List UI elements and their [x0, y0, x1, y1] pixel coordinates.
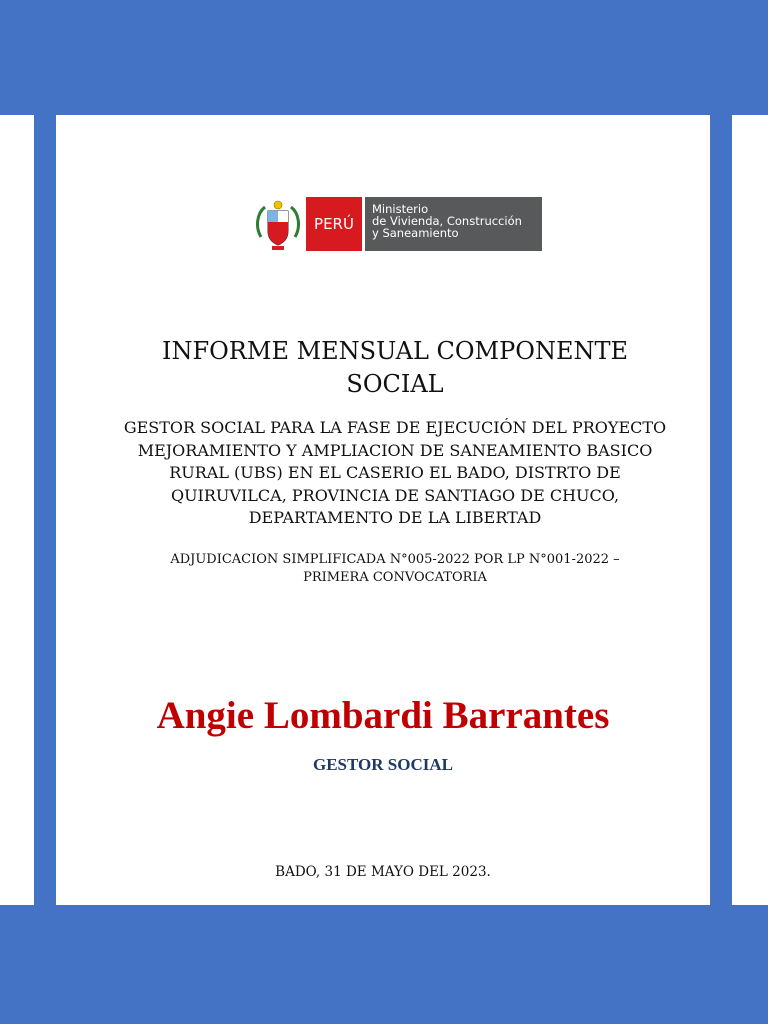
report-date: BADO, 31 DE MAYO DEL 2023.: [275, 864, 491, 880]
adjudication-line: PRIMERA CONVOCATORIA: [303, 570, 487, 585]
adjudication-line: ADJUDICACION SIMPLIFICADA N°005-2022 POR LP N°001-2022 –: [170, 552, 620, 567]
adjudication-reference: [100, 551, 690, 587]
project-description: [100, 417, 690, 530]
logo-ministry-line: de Vivienda, Construcción: [372, 214, 522, 228]
report-title: [100, 335, 690, 401]
project-description-line: MEJORAMIENTO Y AMPLIACION DE SANEAMIENTO BASICO: [137, 440, 653, 460]
logo-ministry-name: [365, 197, 542, 251]
author-name: Angie Lombardi Barrantes: [156, 694, 610, 737]
project-description-line: DEPARTAMENTO DE LA LIBERTAD: [248, 508, 542, 527]
report-title-line: INFORME MENSUAL COMPONENTE: [161, 337, 628, 365]
author-role: GESTOR SOCIAL: [313, 755, 453, 774]
project-description-line: GESTOR SOCIAL PARA LA FASE DE EJECUCIÓN DEL PROYECTO: [123, 418, 667, 437]
left-blue-bar: [34, 115, 56, 905]
logo-ministry-line: Ministerio: [372, 202, 429, 216]
report-title-line: SOCIAL: [346, 370, 444, 398]
logo-ministry-line: y Saneamiento: [372, 226, 459, 240]
project-description-line: QUIRUVILCA, PROVINCIA DE SANTIAGO DE CHUCO,: [170, 485, 620, 505]
ministry-logo: [255, 197, 542, 251]
project-description-line: RURAL (UBS) EN EL CASERIO EL BADO, DISTRTO DE: [169, 463, 621, 482]
top-blue-band: [0, 0, 768, 115]
peru-coat-of-arms-icon: [255, 197, 301, 251]
right-blue-bar: [710, 115, 732, 905]
logo-country-label: PERÚ: [306, 197, 362, 251]
bottom-blue-band: [0, 905, 768, 1024]
